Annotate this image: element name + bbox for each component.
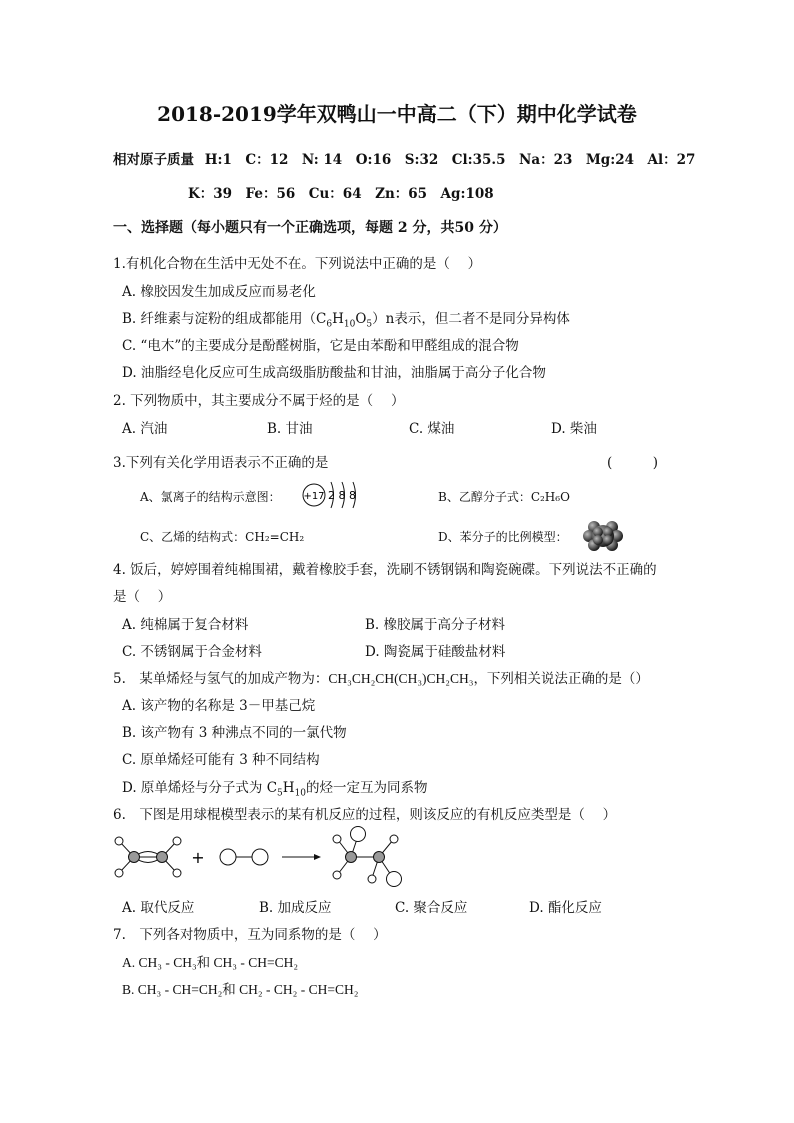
q1-b-text-pre: B. 纤维素与淀粉的组成都能用（C bbox=[122, 311, 327, 327]
question-1-option-a: A. 橡胶因发生加成反应而易老化 bbox=[122, 284, 316, 300]
question-5-option-a: A. 该产物的名称是 3－甲基己烷 bbox=[122, 698, 316, 714]
q1-b-text-post: 表示，但二者不是同分异构体 bbox=[394, 311, 570, 327]
q1-b-sub-c: 6 bbox=[326, 319, 333, 330]
question-6-option-d: D. 酯化反应 bbox=[529, 900, 602, 916]
question-7-option-b: B. CH₃ - CH=CH₂和 CH₂ - CH₂ - CH=CH₂ bbox=[122, 982, 359, 997]
question-4-option-b: B. 橡胶属于高分子材料 bbox=[365, 617, 506, 633]
question-1-option-c: C. “电木”的主要成分是酚醛树脂，它是由苯酚和甲醛组成的混合物 bbox=[122, 338, 519, 354]
question-7-stem: 7. 下列各对物质中，互为同系物的是（ ） bbox=[113, 927, 387, 943]
q5-d-h: H bbox=[282, 780, 295, 796]
atomic-mass-row-1 bbox=[113, 148, 695, 168]
question-3-stem: 3.下列有关化学用语表示不正确的是 bbox=[113, 455, 329, 471]
question-2-option-b: B. 甘油 bbox=[267, 421, 313, 437]
product-model bbox=[333, 827, 402, 887]
chloride-shell-electrons: 2 8 8 bbox=[328, 489, 356, 502]
question-4-stem-line-1: 4. 饭后，婷婷围着纯棉围裙，戴着橡胶手套，洗刷不锈钢锅和陶瓷碗碟。下列说法不正确的 bbox=[113, 562, 657, 578]
q1-b-sub-h: 10 bbox=[343, 319, 356, 330]
q1-b-sub-o: 5 bbox=[366, 319, 373, 330]
q1-b-h: H bbox=[332, 311, 344, 327]
question-1-stem: 1.有机化合物在生活中无处不在。下列说法中正确的是（ ） bbox=[113, 256, 482, 272]
question-3-answer-paren: ( ) bbox=[607, 455, 659, 471]
question-7-option-a: A. CH₃ - CH₃和 CH₃ - CH=CH₂ bbox=[122, 955, 299, 970]
atomic-mass-label: 相对原子质量 bbox=[113, 152, 194, 168]
question-1-option-d: D. 油脂经皂化反应可生成高级脂肪酸盐和甘油，油脂属于高分子化合物 bbox=[122, 365, 546, 381]
question-2-option-a: A. 汽油 bbox=[122, 421, 168, 437]
question-6-option-b: B. 加成反应 bbox=[259, 900, 332, 916]
question-3-option-d: D、苯分子的比例模型： bbox=[438, 530, 568, 544]
chloride-nucleus-label: +17 bbox=[303, 491, 325, 502]
q5-d-sub-h: 10 bbox=[294, 788, 307, 799]
question-3-option-b: B、乙醇分子式：C₂H₆O bbox=[438, 490, 570, 504]
question-5-stem bbox=[113, 667, 649, 687]
question-4-option-c: C. 不锈钢属于合金材料 bbox=[122, 644, 262, 660]
q5-d-post: 的烃一定互为同系物 bbox=[306, 780, 428, 796]
question-2-option-d: D. 柴油 bbox=[551, 421, 597, 437]
question-4-option-d: D. 陶瓷属于硅酸盐材料 bbox=[365, 644, 506, 660]
q1-b-n: ）n bbox=[372, 311, 395, 327]
plus-sign: + bbox=[191, 848, 205, 867]
question-1-option-b bbox=[122, 307, 570, 330]
q1-b-o: O bbox=[355, 311, 367, 327]
benzene-space-filling-model bbox=[585, 519, 621, 553]
diatomic-model bbox=[220, 849, 268, 865]
question-2-option-c: C. 煤油 bbox=[409, 421, 455, 437]
chloride-ion-diagram bbox=[300, 478, 364, 512]
atomic-mass-values-1: H:1 C：12 N: 14 O:16 S:32 Cl:35.5 Na：23 Mg:24 Al：27 bbox=[204, 152, 696, 168]
question-5-option-c: C. 原单烯烃可能有 3 种不同结构 bbox=[122, 752, 320, 768]
question-3-option-c: C、乙烯的结构式：CH₂=CH₂ bbox=[140, 530, 305, 544]
ethylene-model bbox=[115, 837, 181, 877]
question-5-option-b: B. 该产物有 3 种沸点不同的一氯代物 bbox=[122, 725, 347, 741]
question-6-option-a: A. 取代反应 bbox=[122, 900, 195, 916]
reaction-arrow bbox=[282, 854, 321, 860]
q5-stem-post: ，下列相关说法正确的是（） bbox=[473, 671, 649, 687]
q5-d-pre: D. 原单烯烃与分子式为 C bbox=[122, 780, 278, 796]
question-5-option-d bbox=[122, 776, 428, 799]
question-4-stem-line-2: 是（ ） bbox=[113, 589, 172, 605]
q5-d-sub-c: 5 bbox=[277, 788, 283, 799]
q5-stem-pre: 5. 某单烯烃与氢气的加成产物为： bbox=[113, 671, 329, 687]
question-6-stem: 6. 下图是用球棍模型表示的某有机反应的过程，则该反应的有机反应类型是（ ） bbox=[113, 807, 617, 823]
ball-stick-reaction-diagram bbox=[110, 826, 410, 888]
question-2-stem: 2. 下列物质中，其主要成分不属于烃的是（ ） bbox=[113, 393, 405, 409]
atomic-mass-row-2: K：39 Fe：56 Cu：64 Zn：65 Ag:108 bbox=[188, 186, 494, 202]
question-4-option-a: A. 纯棉属于复合材料 bbox=[122, 617, 249, 633]
page-title: 2018-2019学年双鸭山一中高二（下）期中化学试卷 bbox=[157, 102, 637, 126]
question-3-option-a: A、氯离子的结构示意图： bbox=[140, 490, 281, 504]
q5-product-formula: CH₃CH₂CH(CH₃)CH₂CH₃ bbox=[328, 671, 474, 686]
section-heading: 一、选择题（每小题只有一个正确选项，每题 2 分，共50 分） bbox=[113, 220, 507, 236]
question-6-option-c: C. 聚合反应 bbox=[395, 900, 468, 916]
